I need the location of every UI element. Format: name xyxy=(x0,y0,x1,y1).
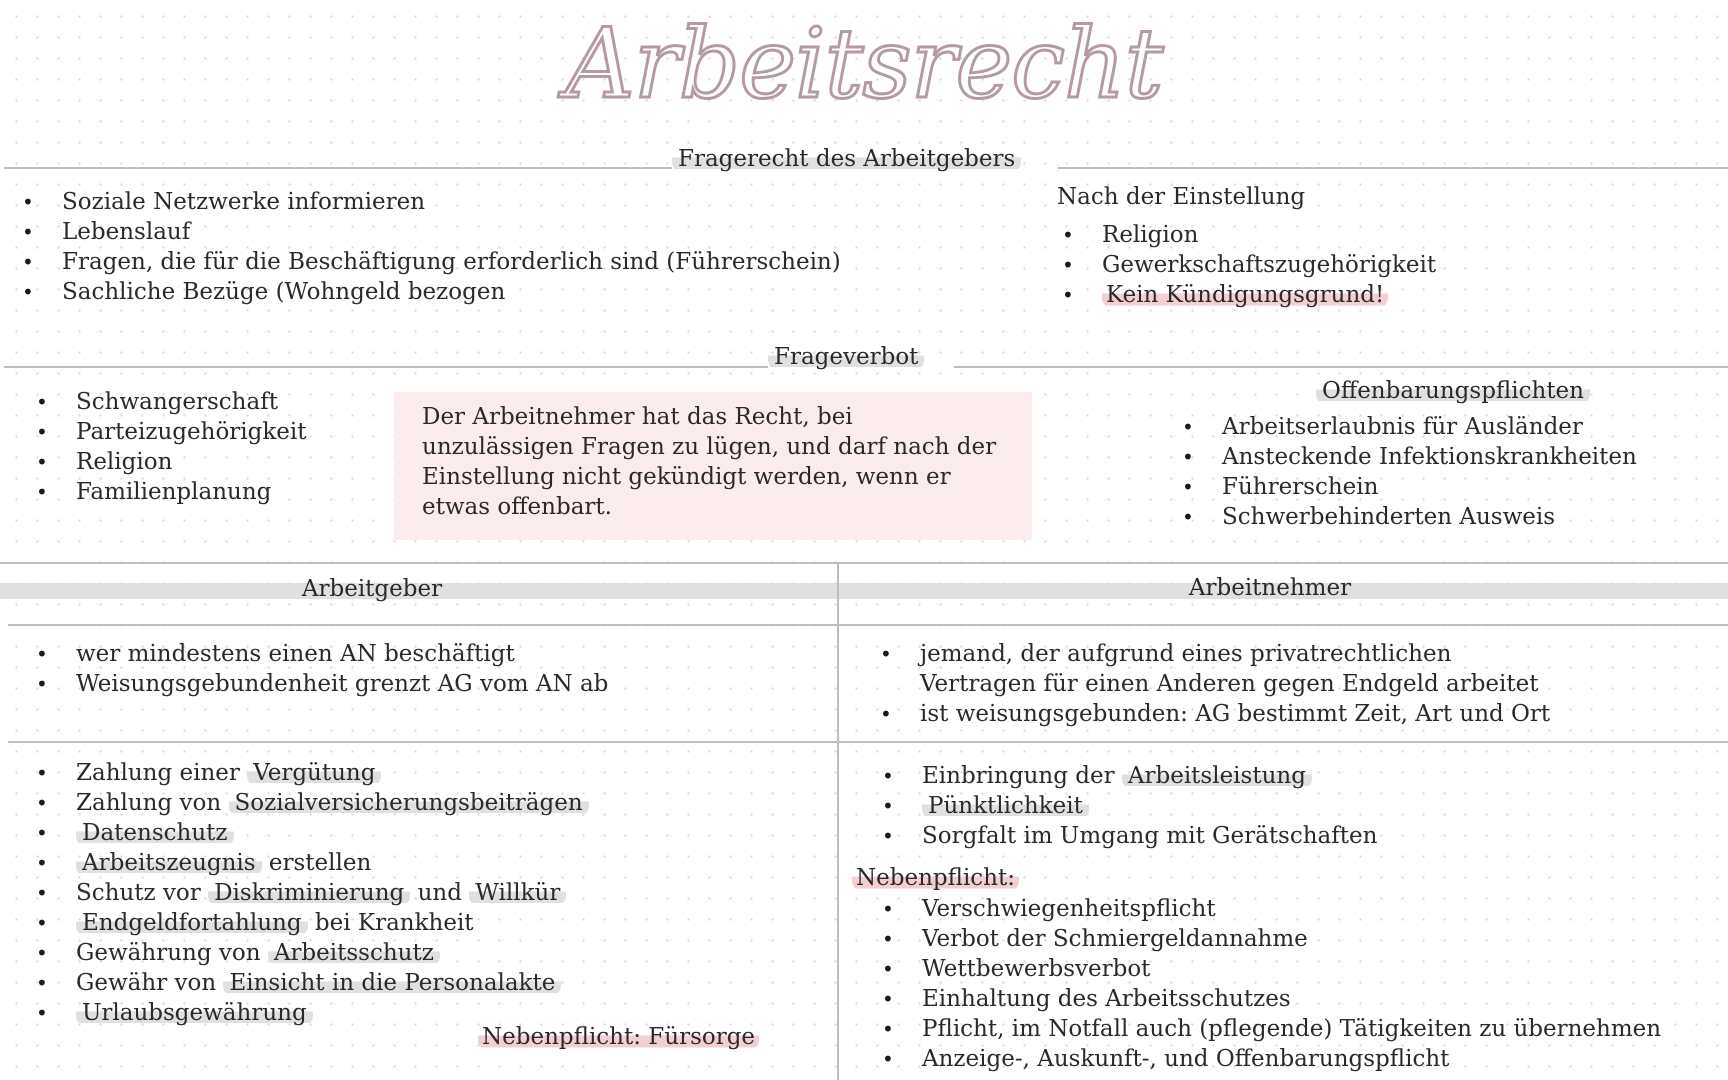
highlight-text: Sozialversicherungsbeiträgen xyxy=(229,790,589,816)
divider xyxy=(4,366,768,368)
highlight-text: Endgeldfortahlung xyxy=(76,910,308,936)
after-hiring-heading: Nach der Einstellung xyxy=(1057,184,1306,210)
disclosure-list xyxy=(1178,412,1637,532)
list-item: • Religion xyxy=(1058,220,1436,250)
arbeitgeber-side-duty xyxy=(478,1024,759,1050)
divider xyxy=(0,562,1728,564)
highlight-text: Willkür xyxy=(469,880,566,906)
list-item: • Fragen, die für die Beschäftigung erforderlich sind (Führerschein) xyxy=(18,247,841,277)
list-item: • Religion xyxy=(32,447,307,477)
fragerecht-list xyxy=(18,187,841,307)
text: Gewährung von xyxy=(76,940,268,966)
section-label-frageverbot xyxy=(768,344,924,370)
list-item: • Wettbewerbsverbot xyxy=(878,954,1661,984)
highlight-text: Diskriminierung xyxy=(208,880,410,906)
text: Einbringung der xyxy=(922,763,1122,789)
frageverbot-list xyxy=(32,387,307,507)
list-item xyxy=(32,788,589,818)
list-item xyxy=(878,761,1377,791)
list-item xyxy=(878,791,1377,821)
info-note: Der Arbeitnehmer hat das Recht, bei unzulässigen Fragen zu lügen, und darf nach der Einstellung nicht gekündigt werden, wenn er etwas offenbart. xyxy=(394,392,1032,540)
divider xyxy=(8,624,1728,626)
side-duty-text: Nebenpflicht: Fürsorge xyxy=(478,1024,759,1050)
list-item: • Verschwiegenheitspflicht xyxy=(878,894,1661,924)
column-divider xyxy=(837,563,839,1080)
list-item xyxy=(876,639,1550,699)
arbeitnehmer-definition xyxy=(876,639,1550,729)
after-hiring-list xyxy=(1058,220,1436,310)
list-item: • Sachliche Bezüge (Wohngeld bezogen xyxy=(18,277,841,307)
highlight-text: Arbeitsschutz xyxy=(268,940,440,966)
text: und xyxy=(410,880,470,906)
arbeitnehmer-duties xyxy=(878,761,1377,851)
list-item: • Schwangerschaft xyxy=(32,387,307,417)
list-item xyxy=(1058,280,1436,310)
list-item: • Weisungsgebundenheit grenzt AG vom AN ab xyxy=(32,669,608,699)
divider xyxy=(4,167,672,169)
list-item: • wer mindestens einen AN beschäftigt xyxy=(32,639,608,669)
text: Gewähr von xyxy=(76,970,224,996)
list-item xyxy=(32,758,589,788)
list-item: • Führerschein xyxy=(1178,472,1637,502)
highlight-text: Arbeitsleistung xyxy=(1122,763,1312,789)
list-item: • Ansteckende Infektionskrankheiten xyxy=(1178,442,1637,472)
highlight-text: Datenschutz xyxy=(76,820,234,846)
list-item: • Familienplanung xyxy=(32,477,307,507)
text: Sorgfalt im Umgang mit Gerätschaften xyxy=(922,823,1378,849)
text: bei Krankheit xyxy=(307,910,474,936)
disclosure-heading xyxy=(1316,378,1590,404)
list-item: • Schwerbehinderten Ausweis xyxy=(1178,502,1637,532)
text: Schutz vor xyxy=(76,880,209,906)
column-heading-arbeitnehmer: Arbeitnehmer xyxy=(1188,575,1352,601)
list-item: • ist weisungsgebunden: AG bestimmt Zeit, Art und Ort xyxy=(876,699,1550,729)
section-label-text: Fragerecht des Arbeitgebers xyxy=(672,146,1021,172)
text: erstellen xyxy=(261,850,372,876)
definition-line: jemand, der aufgrund eines privatrechtlichen xyxy=(920,641,1452,667)
text: Zahlung einer xyxy=(76,760,248,786)
arbeitnehmer-side-duties xyxy=(878,894,1661,1074)
list-item: • Lebenslauf xyxy=(18,217,841,247)
list-item: • Verbot der Schmiergeldannahme xyxy=(878,924,1661,954)
column-heading-arbeitgeber: Arbeitgeber xyxy=(301,576,443,602)
arbeitgeber-duties xyxy=(32,758,589,1028)
definition-line: Vertragen für einen Anderen gegen Endgeld arbeitet xyxy=(920,671,1539,697)
list-item: • Parteizugehörigkeit xyxy=(32,417,307,447)
divider xyxy=(8,741,1728,743)
side-duty-label-text: Nebenpflicht: xyxy=(852,865,1019,891)
page-title: Arbeitsrecht xyxy=(565,8,1163,120)
list-item xyxy=(32,878,589,908)
section-label-text: Frageverbot xyxy=(768,344,924,370)
list-item xyxy=(32,968,589,998)
list-item xyxy=(32,818,589,848)
list-item: • Soziale Netzwerke informieren xyxy=(18,187,841,217)
list-item xyxy=(32,938,589,968)
highlight-text: Urlaubsgewährung xyxy=(76,1000,313,1026)
divider xyxy=(954,366,1728,368)
highlight-text: Einsicht in die Personalakte xyxy=(223,970,561,996)
list-item xyxy=(32,848,589,878)
list-item: • Arbeitserlaubnis für Ausländer xyxy=(1178,412,1637,442)
section-label-fragerecht xyxy=(672,146,1021,172)
disclosure-heading-text: Offenbarungspflichten xyxy=(1316,378,1590,404)
list-item: • Einhaltung des Arbeitsschutzes xyxy=(878,984,1661,1014)
list-item xyxy=(878,821,1377,851)
list-item: • Gewerkschaftszugehörigkeit xyxy=(1058,250,1436,280)
list-item xyxy=(32,908,589,938)
arbeitgeber-definition xyxy=(32,639,608,699)
list-item: • Pflicht, im Notfall auch (pflegende) Tätigkeiten zu übernehmen xyxy=(878,1014,1661,1044)
highlight-text: Vergütung xyxy=(247,760,381,786)
divider xyxy=(1058,167,1728,169)
highlight-text: Kein Kündigungsgrund! xyxy=(1102,282,1388,308)
highlight-text: Arbeitszeugnis xyxy=(76,850,262,876)
text: Zahlung von xyxy=(76,790,229,816)
list-item: • Anzeige-, Auskunft-, und Offenbarungspflicht xyxy=(878,1044,1661,1074)
highlight-text: Pünktlichkeit xyxy=(922,793,1089,819)
arbeitnehmer-side-duty-label xyxy=(852,865,1019,891)
